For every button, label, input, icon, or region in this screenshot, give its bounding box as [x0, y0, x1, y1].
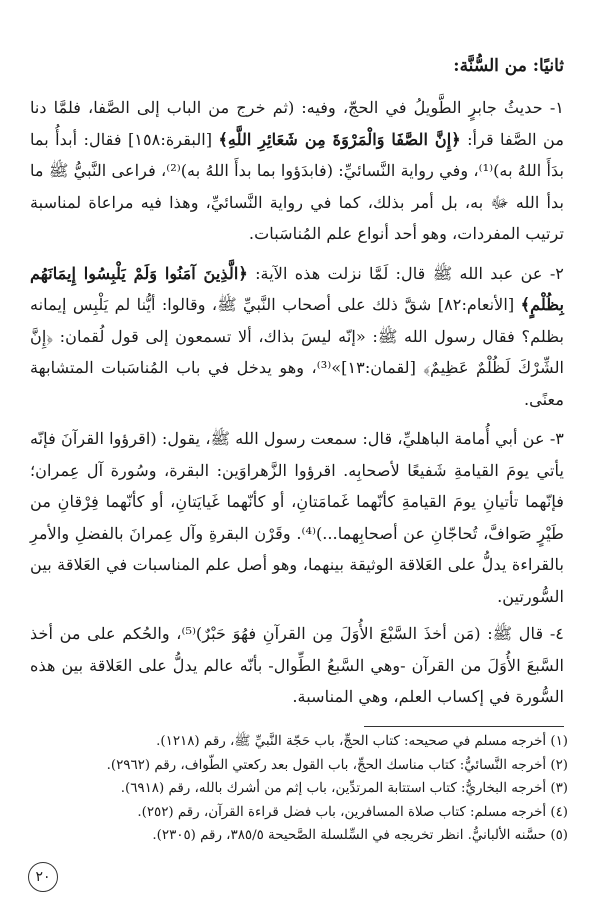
footnote-item: (٤) أخرجه مسلم: كتاب صلاة المسافرين، باب فضل قراءة القرآن، رقم (٢٥٢).: [137, 804, 568, 820]
paragraph-2-text-cont: [الأنعام:٨٢] شقَّ ذلك على أصحاب النَّبيِّ ﷺ، وقالوا: أيُّنا لم يَلْبِس إيمانه بظلم؟ فقال رسول الله ﷺ: «إنّه ليسَ بذاك، ألا تسمعون إلى قول لُقمان: ﴿إِنَّ الشِّرْكَ لَظُلْمٌ عَظِيمٌ﴾ [لقمان:١٣]»⁽³⁾، وهو يدخل في باب المُناسَبات المتشابهة معنًى.: [30, 295, 564, 409]
paragraph-2: [30, 258, 564, 416]
footnote-item: (١) أخرجه مسلم في صحيحه: كتاب الحجِّ، باب حَجّة النَّبيِّ ﷺ، رقم (١٢١٨).: [156, 734, 568, 749]
paragraph-4: [30, 618, 564, 713]
footnote-item: (٥) حسَّنه الألبانيُّ. انظر تخريجه في السِّلسلة الصَّحيحة ٣٨٥/٥، رقم (٢٣٠٥).: [152, 828, 568, 844]
footnotes-list: [30, 730, 568, 848]
paragraph-4-text: ٤- قال ﷺ: (مَن أخذَ السَّبْعَ الأُوَلَ مِن القرآنِ فهُوَ حَبْرٌ)⁽⁵⁾، والحُكم على من أخذ السَّبعَ الأُوَلَ من القرآن -وهي السَّبعُ الطِّوال- بأنّه عالم يدلُّ على العَلاقة بين هذه السُّورة في إكساب العلم، وهي المناسبة.: [30, 624, 564, 706]
footnote-divider: [364, 726, 564, 727]
main-body: [30, 92, 564, 719]
paragraph-2-text: ٢- عن عبد الله ﷺ قال: لَمَّا نزلت هذه الآية:: [247, 263, 564, 283]
paragraph-1: [30, 92, 564, 250]
page-number: ٢٠: [28, 862, 58, 892]
footnote-item: (٢) أخرجه النَّسائيُّ: كتاب مناسك الحجِّ، باب القول بعد ركعتي الطَّواف، رقم (٢٩٦٢).: [106, 757, 568, 773]
paragraph-3-text: ٣- عن أبي أُمامة الباهليِّ، قال: سمعت رسول الله ﷺ، يقول: (اقرؤوا القرآنَ فإنّه يأتي يومَ القيامةِ شَفيعًا لأصحابِه. اقرؤوا الزَّهراوَين: البقرة، وسُورة آل عِمران؛ فإنّهما تأتيانِ يومَ القيامةِ كأنّهما غَمامَتانِ، أو كأنّهما غَيايَتانِ، أو كأنّهما فِرْقانِ من طَيْرٍ صَوافَّ، تُحاجّانِ عن أصحابِهما...)⁽⁴⁾. وقَرْن البقرةِ وآل عِمرانَ بالفضلِ والأمرِ بالقراءة يدلُّ على العَلاقة الوثيقة بينهما، وهو أصل علم المناسبات في العَلاقة بين السُّورتين.: [30, 429, 565, 606]
footnote-item: (٣) أخرجه البخاريُّ: كتاب استتابة المرتدِّين، باب إثم من أشرك بالله، رقم (٦٩١٨).: [120, 781, 568, 797]
quran-verse-2: ﴿الَّذِينَ آمَنُوا وَلَمْ يَلْبِسُوا إِيمَانَهُم بِظُلْمٍ﴾: [30, 263, 564, 314]
paragraph-1-text-cont: [البقرة:١٥٨] فقال: أبدأُ بما بدَأَ اللهُ به)⁽¹⁾، وفي رواية النَّسائيِّ: (فابدَؤوا بما بدأَ اللهُ به)⁽²⁾، فراعى النَّبيُّ ﷺ ما بدأ الله ﷻ به، بل أمر بذلك، كما في رواية النَّسائيِّ، وهذا فيه مراعاة لمناسبة ترتيب المفردات، وهو أحد أنواع علم المُناسَبات.: [30, 129, 564, 243]
paragraph-3: [30, 423, 564, 612]
section-heading: ثانيًا: من السُّنَّة:: [453, 56, 564, 76]
quran-verse-1: ﴿إِنَّ الصَّفَا وَالْمَرْوَةَ مِن شَعَائِرِ اللَّهِ﴾: [218, 129, 461, 149]
paragraph-1-text: ١- حديثُ جابرٍ الطَّويلُ في الحجّ، وفيه: (ثم خرج من الباب إلى الصَّفا، فلمَّا دنا من الصَّفا قرأ:: [30, 98, 564, 149]
